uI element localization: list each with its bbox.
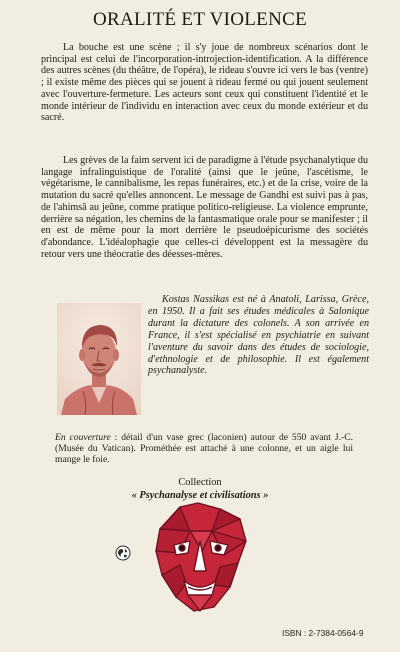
author-portrait-icon [57, 303, 141, 415]
cover-caption-label: En couverture [55, 432, 111, 443]
summary-text-2: Les grèves de la faim servent ici de paradigme à l'étude psychanalytique du langage infralinguistique de l'oralité (ainsi que le jeûne, l'ascétisme, le végétarisme, le cannibalisme, les repas funéraires, etc.) et de la crise, voire de la mutation du sacré qu'elles annoncent. Le message de Gandhi est suivi pas à pas, de l'ahimsâ au jeûne, comme pratique politico-religieuse. La violence emprunte, derrière sa négation, les chemins de la fantasmatique orale pour se manifester ; il en est de même pour la mort derrière le pseudoépicurisme des sociétés d'abondance. L'idéalophagie que celles-ci développent est la messagère du retour vers une théocratie des déesses-mères. [41, 155, 368, 260]
summary-paragraph-2 [41, 155, 368, 260]
globe-icon [115, 545, 131, 561]
summary-text-1: La bouche est une scène ; il s'y joue de nombreux scénarios dont le principal est celui de l'incorporation-introjection-identification. A la différence des autres scènes (du théâtre, de l'opéra), le rideau s'ouvre ici vers le bas (ventre) ; il existe même des pièces qui se jouent à rideau fermé ou qui jouent seulement avec l'ouverture-fermeture. Les acteurs sont ceux qui constituent l'identité et le monde intérieur de l'individu en interaction avec ceux du monde extérieur et du sacré. [41, 42, 368, 124]
collection-series-name: « Psychanalyse et civilisations » [131, 489, 269, 501]
author-photo [57, 303, 141, 415]
collection-block [0, 477, 400, 502]
author-biography: Kostas Nassikas est né à Anatoli, Larissa, Grèce, en 1950. Il a fait ses études médicales à Salonique durant la dictature des colonels. A son arrivée en France, il s'est spécialisé en psychiatrie en suivant l'aventure du savoir dans des études de sociologie, d'ethnologie et de philosophie. Il est également psychanalyste. [148, 294, 369, 377]
book-title: ORALITÉ ET VIOLENCE [93, 9, 307, 30]
collection-label: Collection [178, 477, 222, 488]
cover-caption [55, 433, 353, 466]
mask-logo-icon [150, 501, 250, 613]
cover-caption-text: : détail d'un vase grec (laconien) autour de 550 avant J.-C. (Musée du Vatican). Prométhée est attaché à une colonne, et un aigle lui mange le foie. [55, 432, 353, 465]
summary-paragraph-1 [41, 42, 368, 124]
isbn-number: ISBN : 2-7384-0564-9 [282, 628, 364, 638]
